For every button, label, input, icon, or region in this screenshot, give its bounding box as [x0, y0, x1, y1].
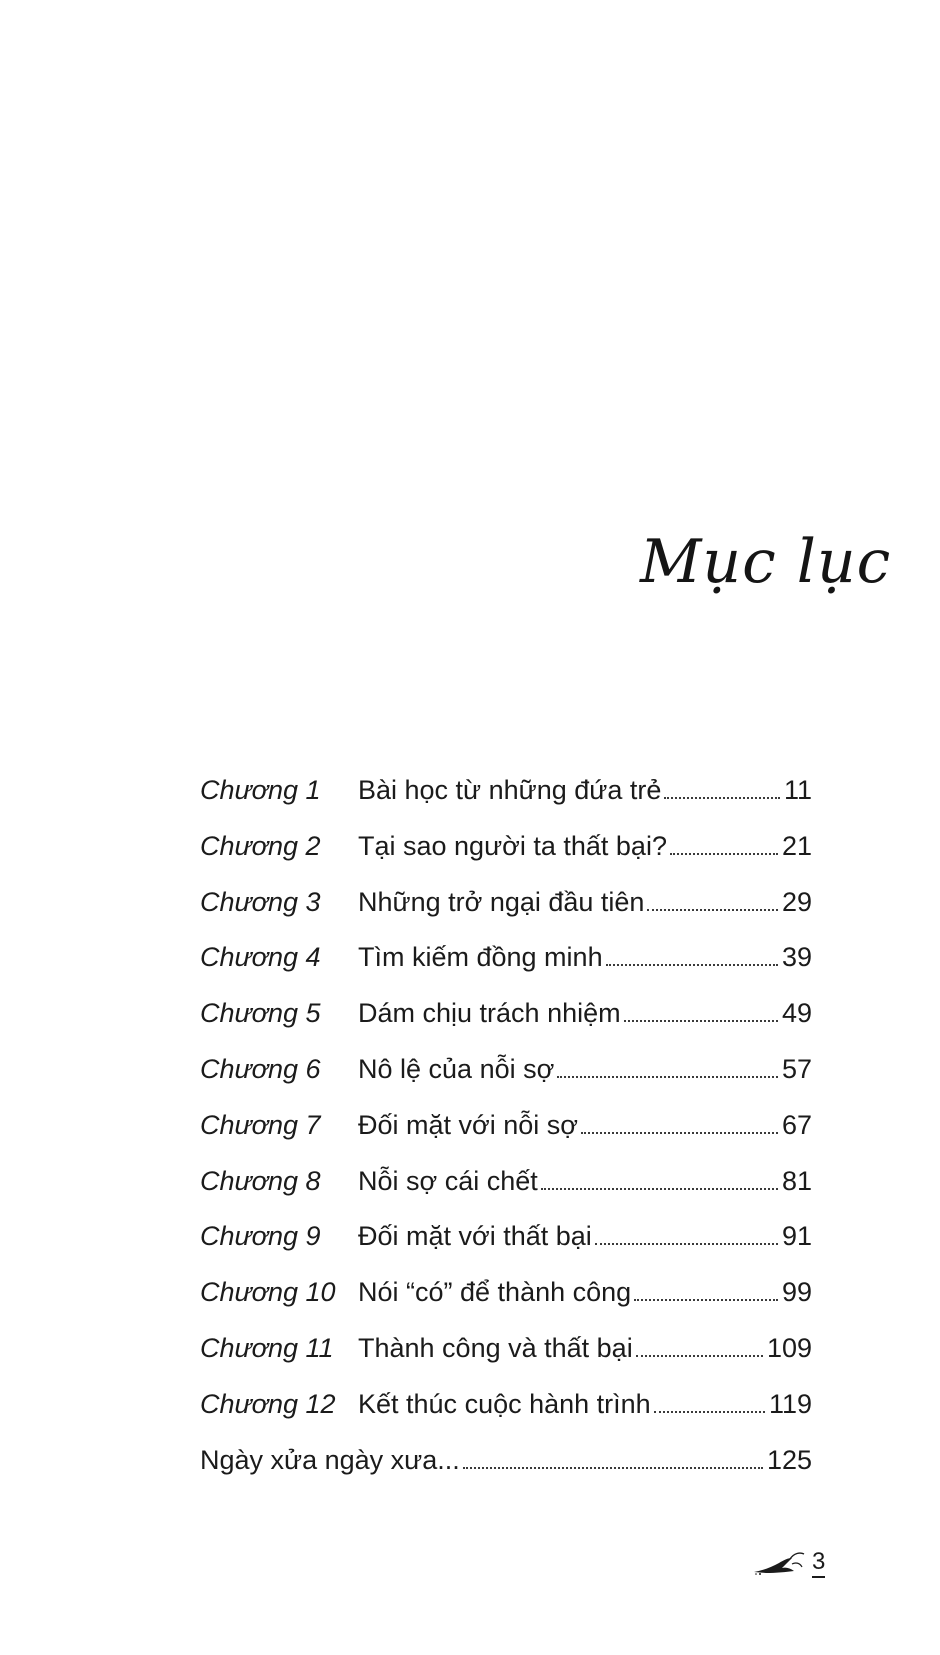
dot-leader	[647, 909, 778, 911]
toc-chapter-title: Nô lệ của nỗi sợ	[358, 1053, 555, 1084]
dot-leader	[595, 1243, 778, 1245]
toc-page-number: 99	[781, 1277, 812, 1308]
dot-leader	[463, 1467, 763, 1469]
toc-page-number: 21	[781, 830, 812, 861]
toc-page-number: 81	[781, 1165, 812, 1196]
toc-chapter-title: Tại sao người ta thất bại?	[358, 830, 667, 861]
toc-epilogue-title: Ngày xửa ngày xưa...	[200, 1444, 460, 1475]
toc-entry	[200, 1221, 812, 1277]
toc-chapter-label: Chương 11	[200, 1332, 334, 1363]
toc-chapter-title: Đối mặt với nỗi sợ	[358, 1109, 578, 1140]
dot-leader	[557, 1076, 778, 1078]
dot-leader	[654, 1411, 765, 1413]
toc-chapter-title: Nói “có” để thành công	[358, 1277, 632, 1308]
toc-entry	[200, 1277, 812, 1333]
toc-chapter-label: Chương 1	[200, 775, 321, 805]
toc-chapter-label: Chương 3	[200, 886, 321, 917]
toc-entry	[200, 1333, 812, 1389]
toc-chapter-title: Đối mặt với thất bại	[358, 1221, 592, 1252]
dot-leader	[606, 964, 778, 966]
dot-leader	[636, 1355, 763, 1357]
page-footer	[752, 1550, 825, 1578]
toc-chapter-label: Chương 10	[200, 1277, 336, 1308]
toc-page-number: 57	[781, 1053, 812, 1084]
dot-leader	[624, 1020, 778, 1022]
toc-page-number: 109	[766, 1332, 812, 1363]
toc-page-number: 49	[781, 998, 812, 1029]
dot-leader	[541, 1188, 778, 1190]
toc-page-number: 11	[783, 775, 812, 805]
toc-epilogue	[200, 1445, 812, 1501]
toc-page-number: 67	[781, 1109, 812, 1140]
toc-entry	[200, 942, 812, 998]
toc-entry	[200, 1389, 812, 1445]
toc-entry	[200, 1054, 812, 1110]
dot-leader	[664, 797, 780, 799]
toc-page-number: 91	[781, 1221, 812, 1252]
bird-ornament-icon	[752, 1550, 808, 1578]
toc-chapter-title: Tìm kiếm đồng minh	[358, 942, 603, 973]
toc-chapter-label: Chương 9	[200, 1221, 321, 1252]
page-number: 3	[812, 1550, 825, 1578]
toc-chapter-title: Thành công và thất bại	[358, 1332, 633, 1363]
toc-chapter-label: Chương 7	[200, 1109, 321, 1140]
toc-page-number: 119	[768, 1388, 812, 1419]
dot-leader	[670, 853, 778, 855]
toc-chapter-title: Bài học từ những đứa trẻ	[358, 775, 662, 805]
toc-entry	[200, 775, 812, 831]
toc-entry	[200, 998, 812, 1054]
toc-page-number: 125	[766, 1444, 812, 1475]
toc-chapter-title: Những trở ngại đầu tiên	[358, 886, 645, 917]
toc-chapter-label: Chương 4	[200, 942, 321, 973]
page-title: Mục lục	[640, 527, 892, 597]
dot-leader	[581, 1132, 778, 1134]
toc-chapter-label: Chương 8	[200, 1165, 321, 1196]
dot-leader	[634, 1299, 778, 1301]
toc-entry	[200, 1110, 812, 1166]
toc-page-number: 29	[781, 886, 812, 917]
toc-chapter-label: Chương 6	[200, 1053, 321, 1084]
toc-chapter-title: Dám chịu trách nhiệm	[358, 998, 621, 1029]
table-of-contents	[200, 775, 812, 1500]
toc-page-number: 39	[781, 942, 812, 973]
toc-chapter-title: Nỗi sợ cái chết	[358, 1165, 538, 1196]
toc-chapter-label: Chương 12	[200, 1388, 336, 1419]
toc-entry	[200, 887, 812, 943]
toc-chapter-label: Chương 2	[200, 830, 321, 861]
toc-chapter-label: Chương 5	[200, 998, 321, 1029]
toc-entry	[200, 1166, 812, 1222]
toc-entry	[200, 831, 812, 887]
toc-chapter-title: Kết thúc cuộc hành trình	[358, 1388, 651, 1419]
